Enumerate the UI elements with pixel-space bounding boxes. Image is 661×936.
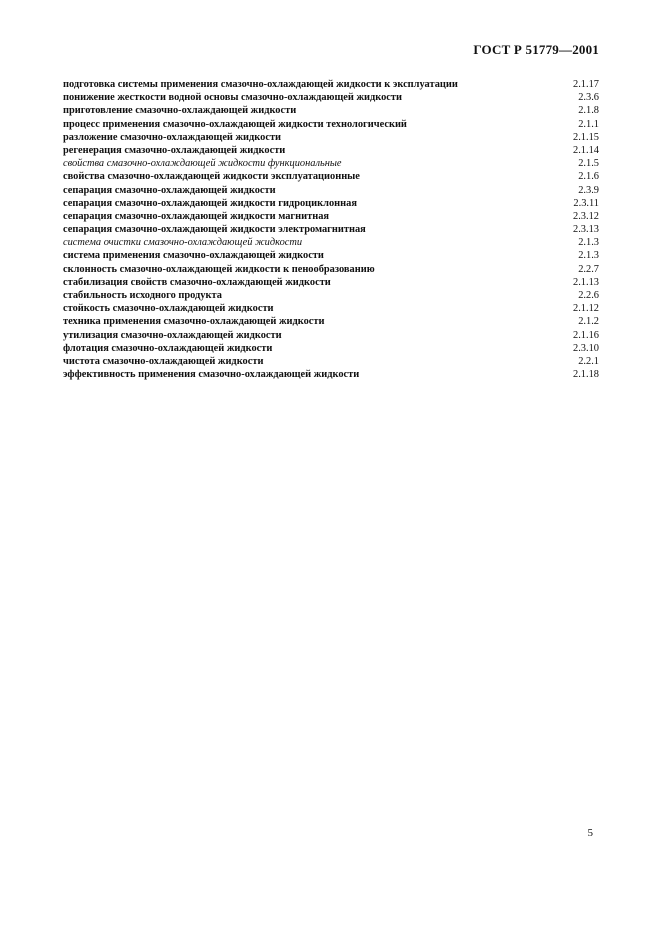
index-row: [63, 210, 601, 223]
index-row: [63, 197, 601, 210]
index-reference: 2.1.1: [578, 118, 599, 130]
index-reference: 2.1.13: [573, 276, 599, 288]
index-row: [63, 315, 601, 328]
term-index: [63, 78, 601, 381]
index-row: [63, 78, 601, 91]
index-row: [63, 118, 601, 131]
index-term: сепарация смазочно-охлаждающей жидкости магнитная: [63, 210, 330, 222]
index-term: процесс применения смазочно-охлаждающей жидкости технологический: [63, 118, 407, 130]
index-term: эффективность применения смазочно-охлаждающей жидкости: [63, 369, 360, 381]
index-row: [63, 91, 601, 104]
index-term: свойства смазочно-охлаждающей жидкости функциональные: [63, 158, 342, 170]
index-row: [63, 263, 601, 276]
index-term: стабилизация свойств смазочно-охлаждающей жидкости: [63, 276, 331, 288]
index-term: приготовление смазочно-охлаждающей жидкости: [63, 105, 297, 117]
index-row: [63, 368, 601, 381]
index-reference: 2.1.18: [573, 369, 599, 381]
index-row: [63, 236, 601, 249]
index-term: свойства смазочно-охлаждающей жидкости эксплуатационные: [63, 171, 360, 183]
index-row: [63, 170, 601, 183]
index-reference: 2.3.13: [573, 224, 599, 236]
index-row: [63, 223, 601, 236]
index-reference: 2.1.5: [578, 158, 599, 170]
index-reference: 2.1.12: [573, 303, 599, 315]
index-reference: 2.2.6: [578, 290, 599, 301]
index-reference: 2.3.11: [573, 197, 599, 209]
index-reference: 2.3.12: [573, 210, 599, 222]
index-reference: 2.1.8: [578, 105, 599, 117]
index-row: [63, 144, 601, 157]
index-reference: 2.1.16: [573, 329, 599, 341]
index-term: склонность смазочно-охлаждающей жидкости к пенообразованию: [63, 263, 375, 275]
index-reference: 2.3.6: [578, 92, 599, 104]
index-reference: 2.1.17: [573, 79, 599, 90]
index-term: техника применения смазочно-охлаждающей жидкости: [63, 316, 325, 328]
index-reference: 2.1.2: [578, 316, 599, 328]
index-reference: 2.1.3: [578, 237, 599, 249]
index-term: система применения смазочно-охлаждающей жидкости: [63, 250, 324, 262]
index-reference: 2.1.14: [573, 144, 599, 156]
index-term: стабильность исходного продукта: [63, 290, 222, 301]
index-row: [63, 342, 601, 355]
index-term: стойкость смазочно-охлаждающей жидкости: [63, 303, 274, 315]
index-term: сепарация смазочно-охлаждающей жидкости: [63, 184, 276, 196]
index-reference: 2.1.3: [578, 250, 599, 262]
index-row: [63, 184, 601, 197]
index-row: [63, 104, 601, 117]
index-row: [63, 355, 601, 368]
index-term: флотация смазочно-охлаждающей жидкости: [63, 342, 273, 354]
index-reference: 2.2.1: [578, 355, 599, 367]
index-reference: 2.1.15: [573, 131, 599, 143]
index-row: [63, 276, 601, 289]
index-row: [63, 329, 601, 342]
page-number: 5: [587, 827, 593, 839]
index-reference: 2.3.10: [573, 342, 599, 354]
index-term: чистота смазочно-охлаждающей жидкости: [63, 355, 264, 367]
index-term: сепарация смазочно-охлаждающей жидкости гидроциклонная: [63, 197, 357, 209]
index-row: [63, 131, 601, 144]
index-reference: 2.2.7: [578, 263, 599, 275]
index-term: система очистки смазочно-охлаждающей жидкости: [63, 237, 303, 249]
document-header: ГОСТ Р 51779—2001: [473, 42, 599, 57]
index-term: понижение жесткости водной основы смазочно-охлаждающей жидкости: [63, 92, 402, 104]
index-row: [63, 157, 601, 170]
index-row: [63, 289, 601, 302]
index-term: подготовка системы применения смазочно-охлаждающей жидкости к эксплуатации: [63, 79, 458, 90]
index-row: [63, 249, 601, 262]
index-term: разложение смазочно-охлаждающей жидкости: [63, 131, 282, 143]
index-term: утилизация смазочно-охлаждающей жидкости: [63, 329, 282, 341]
index-term: регенерация смазочно-охлаждающей жидкости: [63, 144, 286, 156]
index-term: сепарация смазочно-охлаждающей жидкости электромагнитная: [63, 224, 366, 236]
index-row: [63, 302, 601, 315]
index-reference: 2.1.6: [578, 171, 599, 183]
index-reference: 2.3.9: [578, 184, 599, 196]
